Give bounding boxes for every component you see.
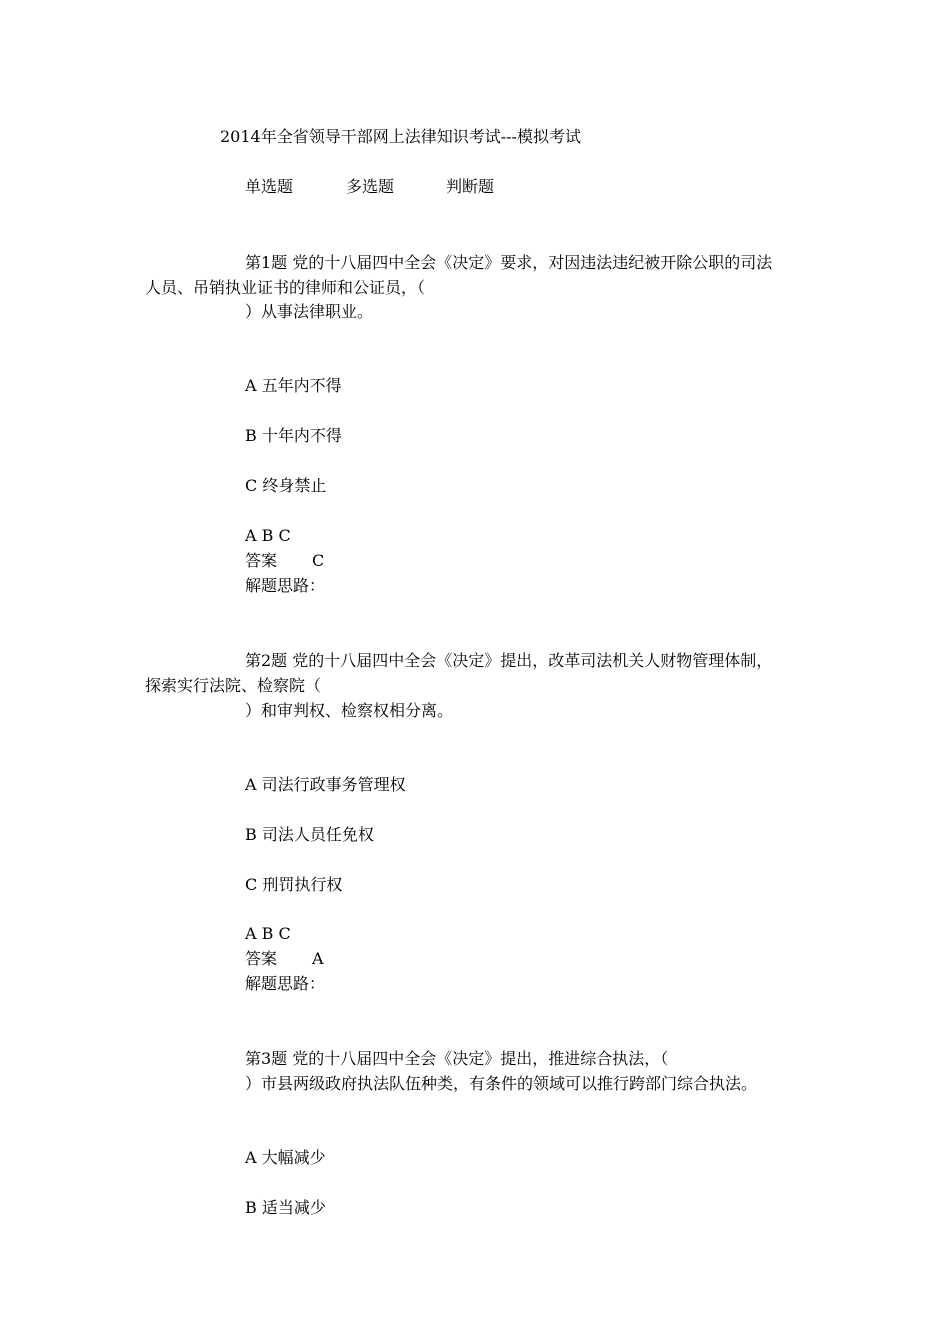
- question-text-line: 人员、吊销执业证书的律师和公证员，（: [145, 278, 426, 297]
- explanation-label: 解题思路：: [245, 974, 326, 993]
- question-text-line: ）市县两级政府执法队伍种类，有条件的领域可以推行跨部门综合执法。: [245, 1074, 758, 1093]
- question-text-line: 第3题 党的十八届四中全会《决定》提出，推进综合执法，（: [245, 1049, 669, 1068]
- option-a[interactable]: A 大幅减少: [245, 1148, 326, 1167]
- option-a[interactable]: A 五年内不得: [245, 376, 342, 395]
- question-text-line: 第1题 党的十八届四中全会《决定》要求，对因违法违纪被开除公职的司法: [245, 253, 773, 272]
- option-c[interactable]: C 终身禁止: [245, 476, 327, 495]
- option-c[interactable]: C 刑罚执行权: [245, 875, 343, 894]
- option-b[interactable]: B 十年内不得: [245, 426, 342, 445]
- tab-multiple-choice[interactable]: 多选题: [346, 177, 395, 196]
- question-text-line: 第2题 党的十八届四中全会《决定》提出，改革司法机关人财物管理体制，: [245, 651, 773, 670]
- option-b[interactable]: B 司法人员任免权: [245, 825, 374, 844]
- option-b[interactable]: B 适当减少: [245, 1198, 326, 1217]
- answer-value: A: [312, 949, 324, 968]
- answer-label: 答案: [245, 949, 278, 968]
- option-a[interactable]: A 司法行政事务管理权: [245, 775, 406, 794]
- tab-true-false[interactable]: 判断题: [446, 177, 495, 196]
- question-text-line: ）和审判权、检察权相分离。: [245, 701, 454, 720]
- choice-letters[interactable]: A B C: [245, 924, 291, 943]
- choice-letters[interactable]: A B C: [245, 526, 291, 545]
- question-text-line: 探索实行法院、检察院（: [145, 676, 322, 695]
- answer-value: C: [312, 551, 325, 570]
- explanation-label: 解题思路：: [245, 576, 326, 595]
- question-text-line: ）从事法律职业。: [245, 302, 374, 321]
- page-title: 2014年全省领导干部网上法律知识考试---模拟考试: [220, 127, 581, 146]
- answer-label: 答案: [245, 551, 278, 570]
- tab-single-choice[interactable]: 单选题: [245, 177, 294, 196]
